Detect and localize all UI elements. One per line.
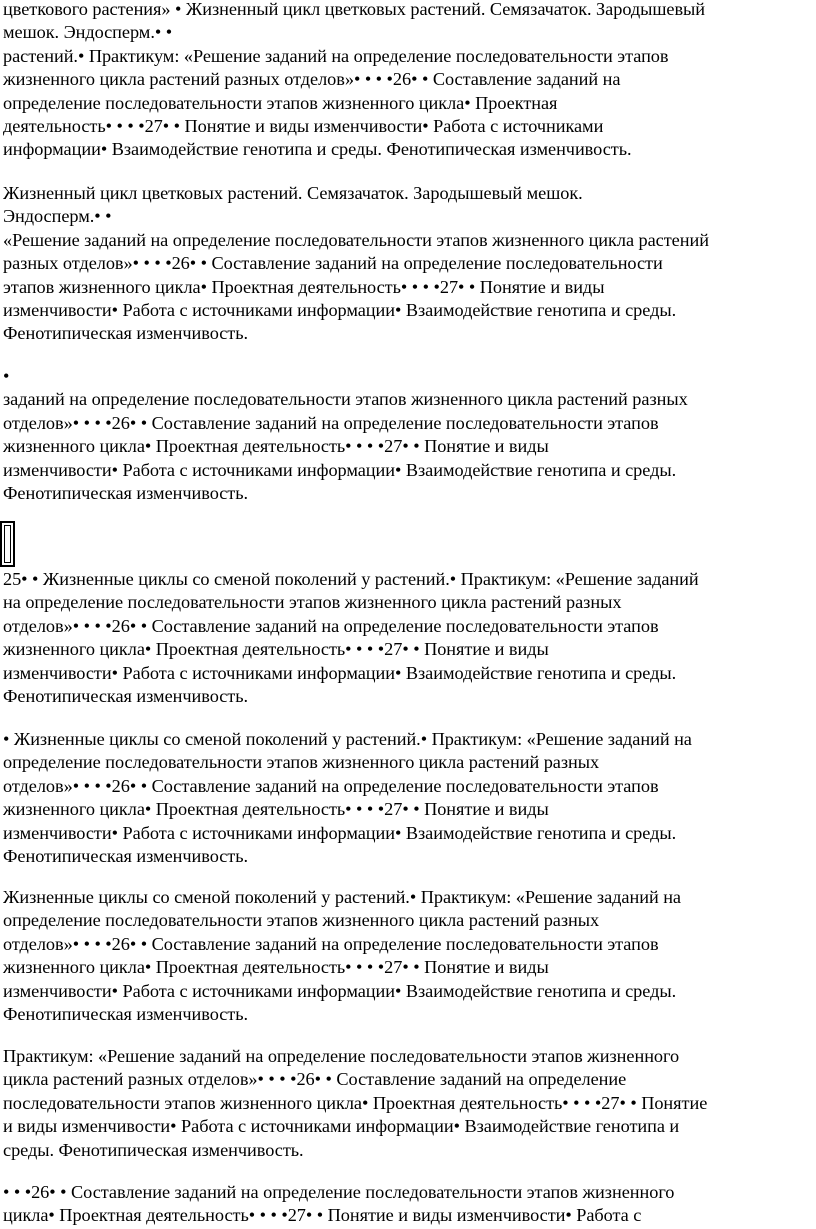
- paragraph-1: цветкового растения» • Жизненный цикл цветковых растений. Семязачаток. Зародышевый мешок. Эндосперм.• • растений.• Практикум: «Решение заданий на определение последовательности этапов жизненного цикла растений разных отделов»• • • •26• • Составление заданий на определение последовательности этапов жизненного цикла• Проектная деятельность• • • •27• • Понятие и виды изменчивости• Работа с источниками информации• Взаимодействие генотипа и среды. Фенотипическая изменчивость.: [3, 0, 706, 160]
- paragraph-6: Жизненные циклы со сменой поколений у растений.• Практикум: «Решение заданий на определение последовательности этапов жизненного цикла растений разных отделов»• • • •26• • Составление заданий на определение последовательности этапов жизненного цикла• Проектная деятельность• • • •27• • Понятие и виды изменчивости• Работа с источниками информации• Взаимодействие генотипа и среды. Фенотипическая изменчивость.: [3, 887, 681, 1025]
- paragraph-2: Жизненный цикл цветковых растений. Семязачаток. Зародышевый мешок. Эндосперм.• • «Решение заданий на определение последовательности этапов жизненного цикла растений разных отделов»• • • •26• • Составление заданий на определение последовательности этапов жизненного цикла• Проектная деятельность• • • •27• • Понятие и виды изменчивости• Работа с источниками информации• Взаимодействие генотипа и среды. Фенотипическая изменчивость.: [3, 183, 709, 344]
- frame-icon: [0, 521, 15, 567]
- paragraph-3: • заданий на определение последовательности этапов жизненного цикла растений разных отделов»• • • •26• • Составление заданий на определение последовательности этапов жизненного цикла• Проектная деятельность• • • •27• • Понятие и виды изменчивости• Работа с источниками информации• Взаимодействие генотипа и среды. Фенотипическая изменчивость.: [3, 366, 688, 504]
- paragraph-8: • • •26• • Составление заданий на определение последовательности этапов жизненного цикла• Проектная деятельность• • • •27• • Понятие и виды изменчивости• Работа с: [3, 1182, 675, 1226]
- paragraph-5: • Жизненные циклы со сменой поколений у растений.• Практикум: «Решение заданий на определение последовательности этапов жизненного цикла растений разных отделов»• • • •26• • Составление заданий на определение последовательности этапов жизненного цикла• Проектная деятельность• • • •27• • Понятие и виды изменчивости• Работа с источниками информации• Взаимодействие генотипа и среды. Фенотипическая изменчивость.: [3, 729, 692, 867]
- paragraph-7: Практикум: «Решение заданий на определение последовательности этапов жизненного цикла растений разных отделов»• • • •26• • Составление заданий на определение последовательности этапов жизненного цикла• Проектная деятельность• • • •27• • Понятие и виды изменчивости• Работа с источниками информации• Взаимодействие генотипа и среды. Фенотипическая изменчивость.: [3, 1046, 708, 1160]
- paragraph-4: 25• • Жизненные циклы со сменой поколений у растений.• Практикум: «Решение заданий на определение последовательности этапов жизненного цикла растений разных отделов»• • • •26• • Составление заданий на определение последовательности этапов жизненного цикла• Проектная деятельность• • • •27• • Понятие и виды изменчивости• Работа с источниками информации• Взаимодействие генотипа и среды. Фенотипическая изменчивость.: [3, 569, 699, 707]
